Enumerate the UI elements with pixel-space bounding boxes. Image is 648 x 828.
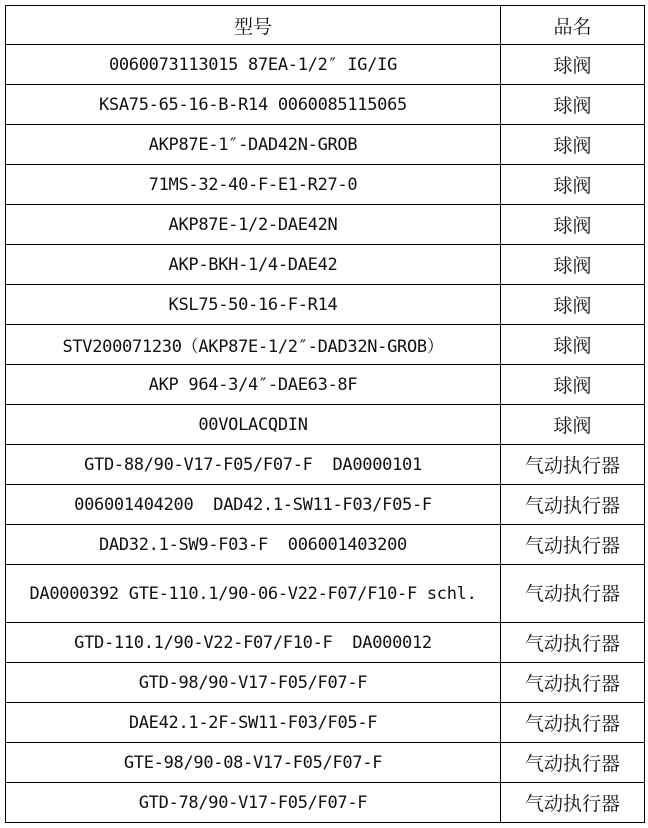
table-row <box>6 565 645 623</box>
model-cell: AKP87E-1/2-DAE42N <box>6 205 501 245</box>
table-row <box>6 285 645 325</box>
product-table-container <box>5 5 644 823</box>
product-name-cell: 气动执行器 <box>501 743 645 783</box>
model-cell: STV200071230（AKP87E-1/2″-DAD32N-GROB） <box>6 325 501 365</box>
table-header-row <box>6 6 645 45</box>
product-name-cell: 气动执行器 <box>501 623 645 663</box>
product-name-cell: 球阀 <box>501 325 645 365</box>
model-cell: 71MS-32-40-F-E1-R27-0 <box>6 165 501 205</box>
model-cell: 00VOLACQDIN <box>6 405 501 445</box>
model-cell: DAE42.1-2F-SW11-F03/F05-F <box>6 703 501 743</box>
model-cell: DA0000392 GTE-110.1/90-06-V22-F07/F10-F schl. <box>6 565 501 623</box>
table-row <box>6 205 645 245</box>
model-cell: GTD-110.1/90-V22-F07/F10-F DA000012 <box>6 623 501 663</box>
product-table <box>5 5 645 823</box>
table-row <box>6 405 645 445</box>
table-row <box>6 525 645 565</box>
table-row <box>6 663 645 703</box>
model-cell: GTD-88/90-V17-F05/F07-F DA0000101 <box>6 445 501 485</box>
table-row <box>6 245 645 285</box>
product-name-cell: 气动执行器 <box>501 565 645 623</box>
table-row <box>6 125 645 165</box>
model-cell: GTD-98/90-V17-F05/F07-F <box>6 663 501 703</box>
product-name-cell: 球阀 <box>501 45 645 85</box>
table-row <box>6 485 645 525</box>
model-cell: DAD32.1-SW9-F03-F 006001403200 <box>6 525 501 565</box>
table-row <box>6 365 645 405</box>
product-name-cell: 气动执行器 <box>501 525 645 565</box>
model-cell: 0060073113015 87EA-1/2″ IG/IG <box>6 45 501 85</box>
table-row <box>6 743 645 783</box>
table-row <box>6 165 645 205</box>
product-name-cell: 气动执行器 <box>501 485 645 525</box>
model-cell: AKP-BKH-1/4-DAE42 <box>6 245 501 285</box>
product-name-cell: 气动执行器 <box>501 445 645 485</box>
table-row <box>6 325 645 365</box>
model-cell: GTE-98/90-08-V17-F05/F07-F <box>6 743 501 783</box>
product-name-cell: 气动执行器 <box>501 663 645 703</box>
table-row <box>6 623 645 663</box>
model-cell: 006001404200 DAD42.1-SW11-F03/F05-F <box>6 485 501 525</box>
product-name-cell: 球阀 <box>501 245 645 285</box>
product-name-cell: 球阀 <box>501 365 645 405</box>
table-row <box>6 45 645 85</box>
product-name-cell: 球阀 <box>501 405 645 445</box>
product-name-cell: 球阀 <box>501 165 645 205</box>
product-name-cell: 气动执行器 <box>501 783 645 823</box>
product-name-cell: 球阀 <box>501 85 645 125</box>
table-row <box>6 703 645 743</box>
product-name-cell: 球阀 <box>501 205 645 245</box>
model-cell: GTD-78/90-V17-F05/F07-F <box>6 783 501 823</box>
model-cell: AKP87E-1″-DAD42N-GROB <box>6 125 501 165</box>
product-name-cell: 球阀 <box>501 285 645 325</box>
header-name: 品名 <box>501 6 645 45</box>
model-cell: KSL75-50-16-F-R14 <box>6 285 501 325</box>
product-name-cell: 球阀 <box>501 125 645 165</box>
table-row <box>6 85 645 125</box>
product-name-cell: 气动执行器 <box>501 703 645 743</box>
table-row <box>6 783 645 823</box>
header-model: 型号 <box>6 6 501 45</box>
table-row <box>6 445 645 485</box>
model-cell: KSA75-65-16-B-R14 0060085115065 <box>6 85 501 125</box>
model-cell: AKP 964-3/4″-DAE63-8F <box>6 365 501 405</box>
